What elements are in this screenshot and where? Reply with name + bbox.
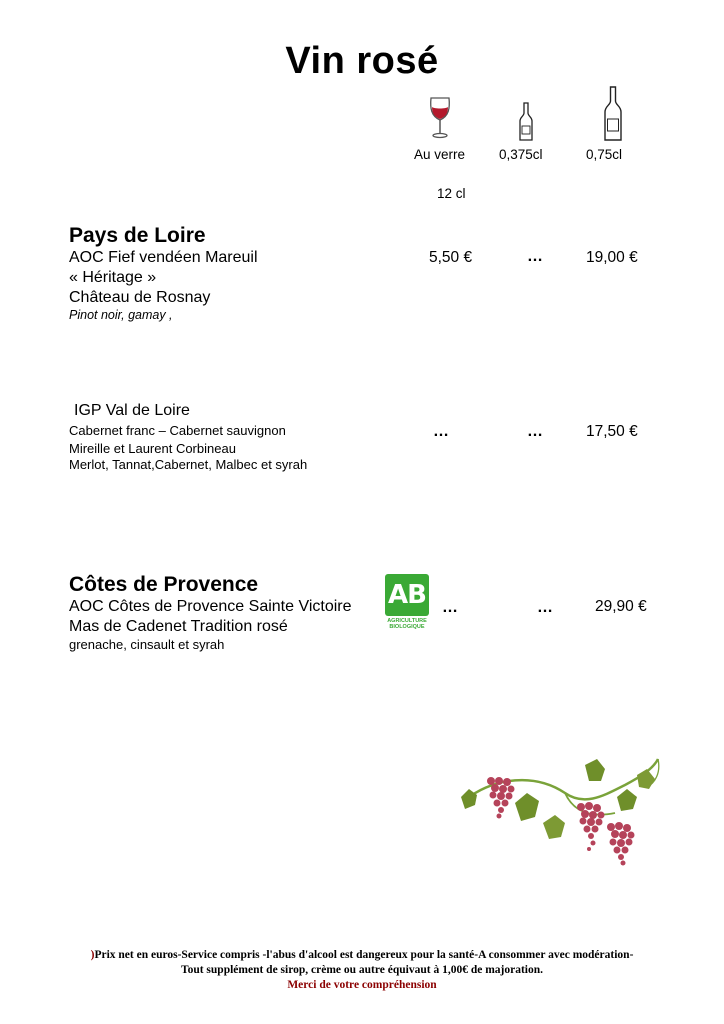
- organic-ab-letters: AB: [385, 574, 429, 616]
- organic-ab-label-1: AGRICULTURE: [387, 618, 427, 624]
- wine-grapes-detail: Merlot, Tannat,Cabernet, Malbec et syrah: [69, 457, 308, 472]
- column-glass-volume: 12 cl: [437, 186, 466, 201]
- wine-grapes: Pinot noir, gamay ,: [69, 308, 173, 322]
- region-title: Pays de Loire: [69, 224, 206, 247]
- column-bottle-label: 0,75cl: [586, 147, 623, 162]
- wine-grapes: grenache, cinsault et syrah: [69, 637, 225, 652]
- price-bottle: 17,50 €: [586, 423, 638, 440]
- footer-line-2: Tout supplément de sirop, crème ou autre équivaut à 1,00€ de majoration.: [180, 964, 544, 976]
- wine-name: AOC Côtes de Provence Sainte Victoire: [69, 598, 352, 615]
- footer-line-3: Merci de votre compréhension: [287, 979, 437, 991]
- organic-ab-badge: [385, 574, 429, 628]
- price-bottle: 29,90 €: [595, 598, 647, 615]
- wine-name: AOC Fief vendéen Mareuil: [69, 249, 258, 266]
- price-half-bottle: …: [527, 423, 543, 440]
- wine-grapes: Cabernet franc – Cabernet sauvignon: [69, 423, 286, 438]
- wine-producer: Château de Rosnay: [69, 289, 211, 306]
- column-glass-label: Au verre: [414, 147, 466, 162]
- bottle-icon: [603, 86, 623, 142]
- price-half-bottle: …: [527, 248, 543, 265]
- price-glass: …: [433, 423, 449, 440]
- footer-disclaimer: [0, 948, 724, 993]
- price-half-bottle: …: [537, 599, 553, 616]
- footer-line-1: Prix net en euros-Service compris -l'abus d'alcool est dangereux pour la santé-A consommer avec modération-: [94, 949, 634, 961]
- grapevine-illustration: [455, 755, 665, 875]
- column-half-bottle-label: 0,375cl: [499, 147, 543, 162]
- wine-cuvee: « Héritage »: [69, 269, 157, 286]
- half-bottle-icon: [518, 102, 534, 142]
- price-glass: …: [442, 599, 458, 616]
- region-title: Côtes de Provence: [69, 573, 259, 596]
- wine-name: IGP Val de Loire: [74, 402, 190, 419]
- price-bottle: 19,00 €: [586, 249, 638, 266]
- wine-producer: Mireille et Laurent Corbineau: [69, 441, 236, 456]
- organic-ab-label-2: BIOLOGIQUE: [389, 624, 425, 630]
- wine-glass-icon: [428, 96, 452, 140]
- page-title: Vin rosé: [285, 40, 439, 82]
- wine-producer: Mas de Cadenet Tradition rosé: [69, 618, 288, 635]
- price-glass: 5,50 €: [429, 249, 473, 266]
- footer-mark: ): [90, 949, 95, 961]
